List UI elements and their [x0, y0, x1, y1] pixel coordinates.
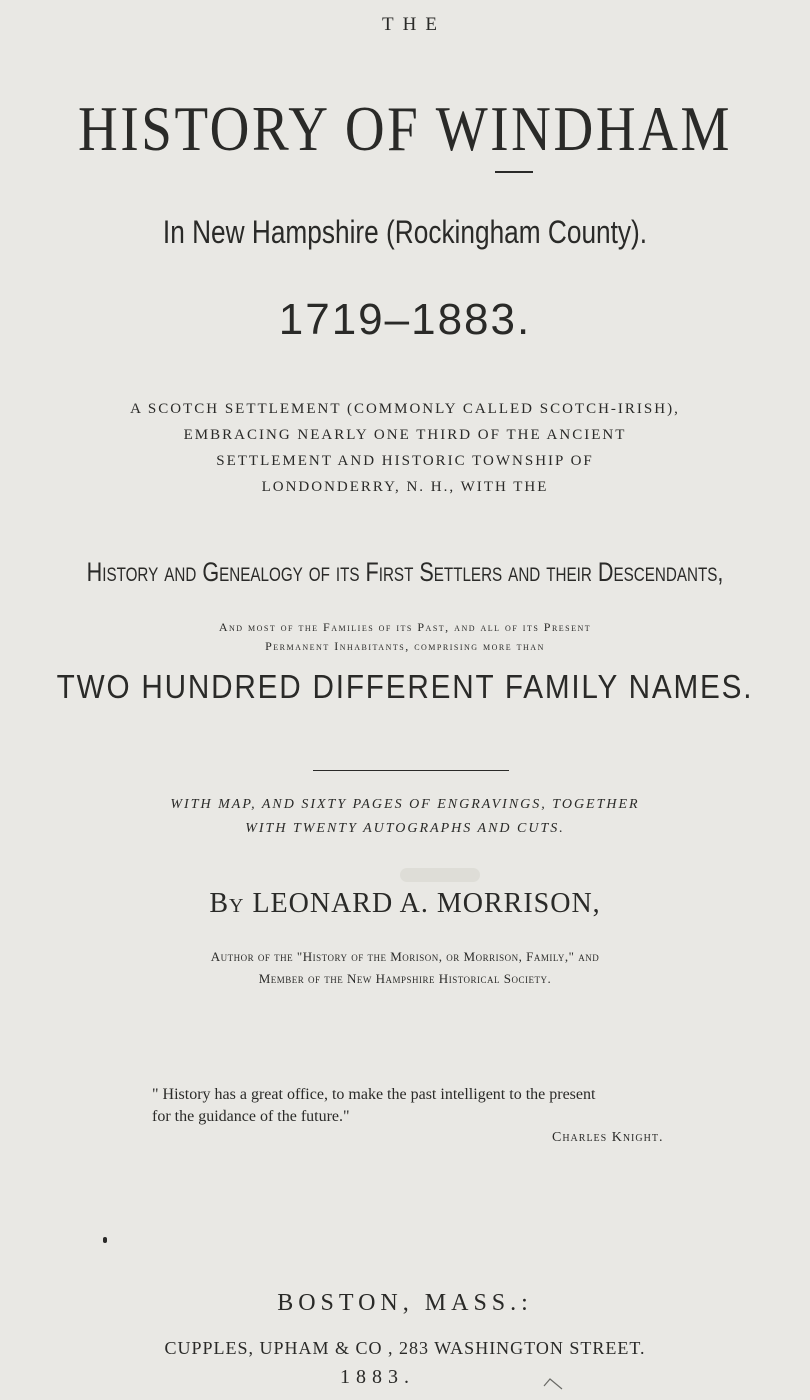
author-desc-line: Author of the "History of the Morison, or Morrison, Family," and	[210, 949, 600, 964]
publication-year: 1883.	[340, 1366, 415, 1388]
author-byline	[0, 888, 810, 920]
family-names-heading: TWO HUNDRED DIFFERENT FAMILY NAMES.	[56, 668, 754, 705]
publisher-line: CUPPLES, UPHAM & CO , 283 WASHINGTON STREET.	[164, 1338, 646, 1358]
title-ornament-dash	[495, 171, 533, 173]
families-description	[0, 618, 810, 656]
settlement-line: LONDONDERRY, N. H., WITH THE	[261, 479, 549, 495]
author-name: LEONARD A. MORRISON,	[252, 888, 601, 919]
settlement-line: EMBRACING NEARLY ONE THIRD OF THE ANCIENT	[183, 427, 627, 443]
author-description	[0, 946, 810, 990]
author-desc-line: Member of the New Hampshire Historical Society.	[258, 971, 552, 986]
main-title: HISTORY OF WINDHAM	[78, 93, 732, 164]
divider-rule	[313, 770, 509, 771]
subtitle: In New Hampshire (Rockingham County).	[162, 214, 648, 250]
epigraph-quote	[152, 1084, 752, 1128]
map-line: WITH TWENTY AUTOGRAPHS AND CUTS.	[245, 821, 565, 836]
settlement-description	[0, 396, 810, 500]
pencil-mark	[542, 1376, 564, 1390]
years-range: 1719–1883.	[278, 295, 532, 344]
quote-attribution: Charles Knight.	[552, 1130, 664, 1145]
history-genealogy-line: History and Genealogy of its First Settlers and their Descendants,	[86, 557, 724, 587]
ink-smudge	[400, 868, 480, 882]
publication-place: BOSTON, MASS.:	[277, 1290, 533, 1316]
quote-line: for the guidance of the future."	[152, 1108, 350, 1125]
families-line: And most of the Families of its Past, and all of its Present	[218, 620, 592, 634]
settlement-line: A SCOTCH SETTLEMENT (COMMONLY CALLED SCOTCH-IRISH),	[130, 401, 680, 417]
map-line: WITH MAP, AND SIXTY PAGES OF ENGRAVINGS, TOGETHER	[170, 797, 640, 812]
map-engravings-description	[0, 793, 810, 841]
title-prefix: THE	[382, 14, 446, 35]
settlement-line: SETTLEMENT AND HISTORIC TOWNSHIP OF	[216, 453, 594, 469]
quote-line: " History has a great office, to make the past intelligent to the present	[152, 1086, 596, 1103]
families-line: Permanent Inhabitants, comprising more than	[265, 639, 545, 653]
ink-speck	[103, 1237, 107, 1243]
by-word: By	[209, 888, 245, 919]
